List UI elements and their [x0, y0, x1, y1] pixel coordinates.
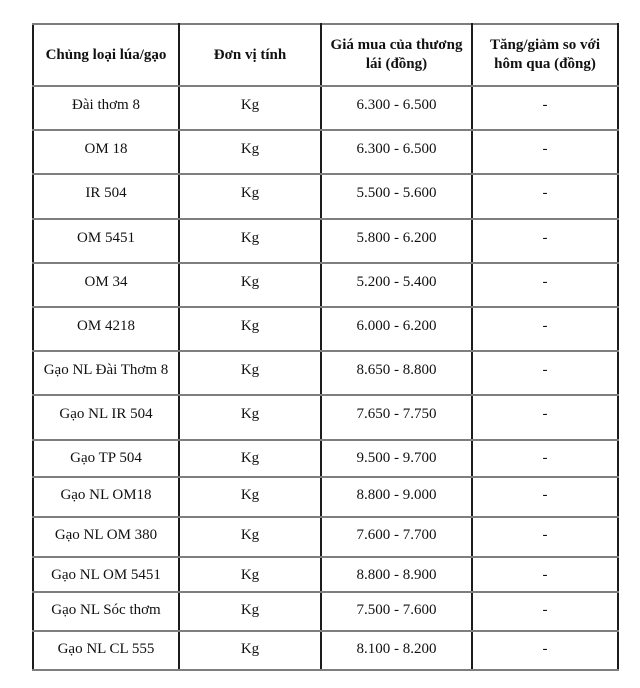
unit-cell: Kg: [179, 557, 321, 592]
change-cell: -: [472, 631, 618, 670]
unit-cell: Kg: [179, 592, 321, 631]
price-cell: 7.600 - 7.700: [321, 517, 472, 557]
change-cell: -: [472, 130, 618, 174]
change-cell: -: [472, 307, 618, 351]
price-cell: 8.100 - 8.200: [321, 631, 472, 670]
table-row: [33, 631, 618, 670]
table-row: [33, 307, 618, 351]
unit-cell: Kg: [179, 86, 321, 130]
change-cell: -: [472, 440, 618, 477]
unit-cell: Kg: [179, 631, 321, 670]
change-cell: -: [472, 174, 618, 219]
rice-type-cell: Gạo TP 504: [33, 440, 179, 477]
header-row: [33, 24, 618, 86]
change-cell: -: [472, 517, 618, 557]
unit-cell: Kg: [179, 130, 321, 174]
price-cell: 5.500 - 5.600: [321, 174, 472, 219]
change-cell: -: [472, 219, 618, 263]
table-row: [33, 592, 618, 631]
change-cell: -: [472, 351, 618, 395]
table-row: [33, 86, 618, 130]
change-cell: -: [472, 592, 618, 631]
unit-cell: Kg: [179, 517, 321, 557]
rice-type-cell: OM 5451: [33, 219, 179, 263]
table-row: [33, 351, 618, 395]
price-cell: 8.800 - 8.900: [321, 557, 472, 592]
rice-type-cell: OM 18: [33, 130, 179, 174]
unit-cell: Kg: [179, 307, 321, 351]
rice-type-cell: Gạo NL IR 504: [33, 395, 179, 440]
unit-cell: Kg: [179, 174, 321, 219]
rice-type-cell: Gạo NL OM18: [33, 477, 179, 517]
rice-type-cell: Gạo NL OM 380: [33, 517, 179, 557]
header-price: Giá mua của thương lái (đồng): [321, 24, 472, 86]
change-cell: -: [472, 557, 618, 592]
table-row: [33, 557, 618, 592]
rice-type-cell: Đài thơm 8: [33, 86, 179, 130]
table-row: [33, 517, 618, 557]
table-row: [33, 130, 618, 174]
table-row: [33, 174, 618, 219]
table-row: [33, 263, 618, 307]
unit-cell: Kg: [179, 263, 321, 307]
change-cell: -: [472, 86, 618, 130]
header-rice-type: Chủng loại lúa/gạo: [33, 24, 179, 86]
header-unit: Đơn vị tính: [179, 24, 321, 86]
price-cell: 6.000 - 6.200: [321, 307, 472, 351]
table-row: [33, 440, 618, 477]
price-cell: 8.800 - 9.000: [321, 477, 472, 517]
price-cell: 9.500 - 9.700: [321, 440, 472, 477]
table-row: [33, 395, 618, 440]
rice-type-cell: Gạo NL OM 5451: [33, 557, 179, 592]
price-cell: 5.200 - 5.400: [321, 263, 472, 307]
rice-type-cell: Gạo NL CL 555: [33, 631, 179, 670]
rice-type-cell: Gạo NL Đài Thơm 8: [33, 351, 179, 395]
change-cell: -: [472, 263, 618, 307]
rice-type-cell: OM 4218: [33, 307, 179, 351]
unit-cell: Kg: [179, 395, 321, 440]
rice-type-cell: IR 504: [33, 174, 179, 219]
unit-cell: Kg: [179, 219, 321, 263]
header-change: Tăng/giảm so với hôm qua (đồng): [472, 24, 618, 86]
rice-type-cell: Gạo NL Sóc thơm: [33, 592, 179, 631]
unit-cell: Kg: [179, 351, 321, 395]
table-row: [33, 219, 618, 263]
change-cell: -: [472, 395, 618, 440]
price-cell: 6.300 - 6.500: [321, 86, 472, 130]
price-cell: 6.300 - 6.500: [321, 130, 472, 174]
price-cell: 8.650 - 8.800: [321, 351, 472, 395]
price-cell: 7.500 - 7.600: [321, 592, 472, 631]
rice-price-table: [32, 23, 619, 671]
unit-cell: Kg: [179, 477, 321, 517]
change-cell: -: [472, 477, 618, 517]
price-cell: 5.800 - 6.200: [321, 219, 472, 263]
price-cell: 7.650 - 7.750: [321, 395, 472, 440]
table-header: [33, 24, 618, 86]
table-row: [33, 477, 618, 517]
unit-cell: Kg: [179, 440, 321, 477]
table-body: [33, 86, 618, 670]
rice-type-cell: OM 34: [33, 263, 179, 307]
